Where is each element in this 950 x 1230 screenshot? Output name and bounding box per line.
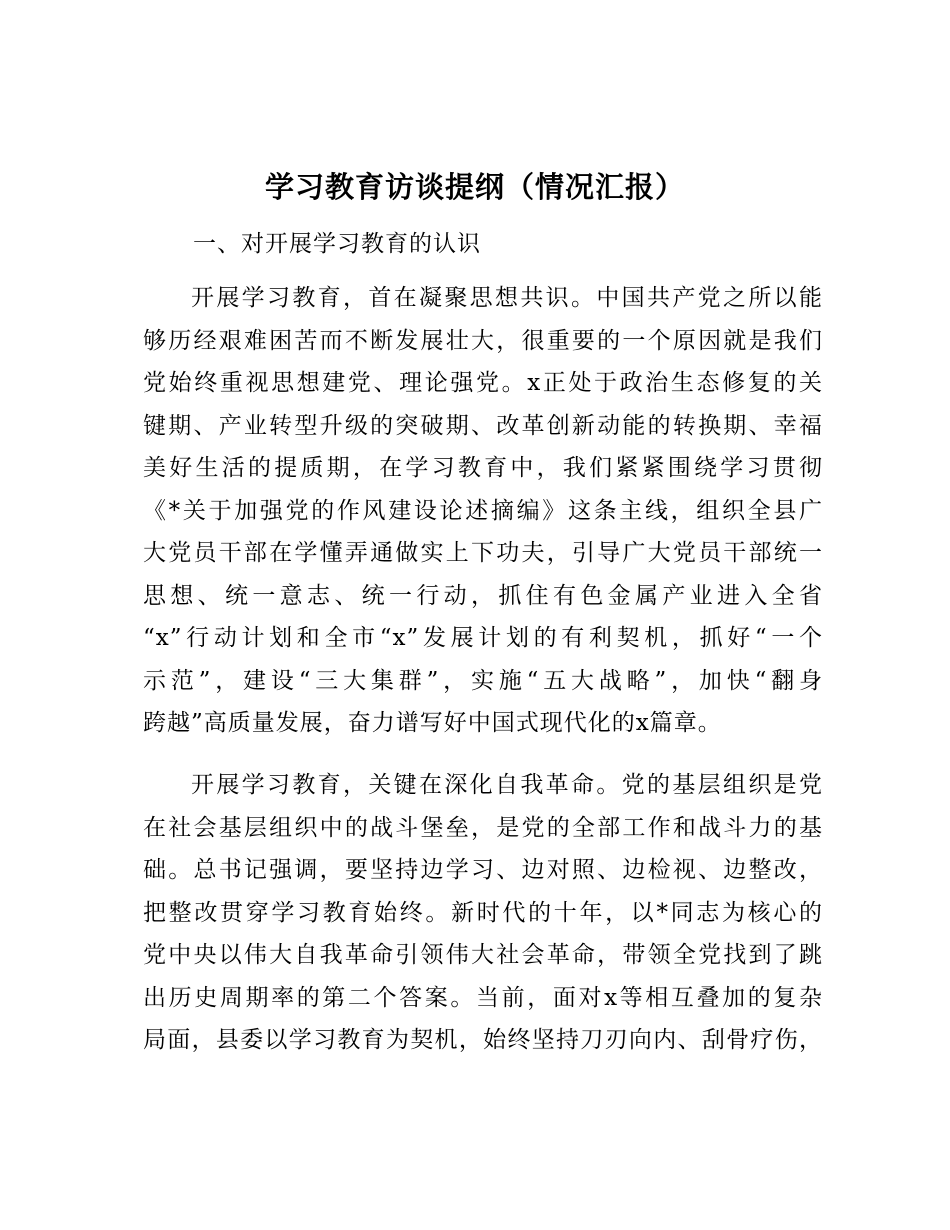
paragraph-line: 《*关于加强党的作风建设论述摘编》这条主线，组织全县广	[143, 497, 823, 524]
paragraph-line: 开展学习教育，关键在深化自我革命。党的基层组织是党	[191, 772, 823, 798]
section-heading: 一、对开展学习教育的认识	[193, 231, 481, 257]
paragraph-line: 出历史周期率的第二个答案。当前，面对x等相互叠加的复杂	[143, 984, 823, 1011]
document-title: 学习教育访谈提纲（情况汇报）	[264, 170, 685, 204]
paragraph-line: 把整改贯穿学习教育始终。新时代的十年，以*同志为核心的	[143, 899, 823, 926]
paragraph-line: 局面，县委以学习教育为契机，始终坚持刀刃向内、刮骨疗伤，	[143, 1027, 823, 1053]
paragraph-line: 思想、统一意志、统一行动，抓住有色金属产业进入全省	[143, 582, 823, 609]
paragraph-line: 党始终重视思想建党、理论强党。x正处于政治生态修复的关	[143, 370, 823, 396]
paragraph-line: 键期、产业转型升级的突破期、改革创新动能的转换期、幸福	[143, 412, 823, 439]
paragraph-line: 示范”，建设“三大集群”，实施“五大战略”，加快“翻身	[143, 667, 823, 694]
paragraph-line: 开展学习教育，首在凝聚思想共识。中国共产党之所以能	[191, 285, 823, 311]
paragraph-line: 跨越”高质量发展，奋力谱写好中国式现代化的x篇章。	[143, 710, 722, 736]
paragraph-line: 础。总书记强调，要坚持边学习、边对照、边检视、边整改，	[143, 857, 823, 883]
paragraph-line: 党中央以伟大自我革命引领伟大社会革命，带领全党找到了跳	[143, 942, 823, 968]
paragraph-line: 大党员干部在学懂弄通做实上下功夫，引导广大党员干部统一	[143, 540, 823, 566]
paragraph-1	[143, 277, 823, 745]
paragraph-line: “x”行动计划和全市“x”发展计划的有利契机，抓好“一个	[143, 625, 823, 651]
paragraph-2	[143, 764, 823, 1062]
paragraph-line: 够历经艰难困苦而不断发展壮大，很重要的一个原因就是我们	[143, 327, 823, 354]
paragraph-line: 在社会基层组织中的战斗堡垒，是党的全部工作和战斗力的基	[143, 814, 823, 841]
paragraph-line: 美好生活的提质期，在学习教育中，我们紧紧围绕学习贯彻	[143, 455, 823, 481]
